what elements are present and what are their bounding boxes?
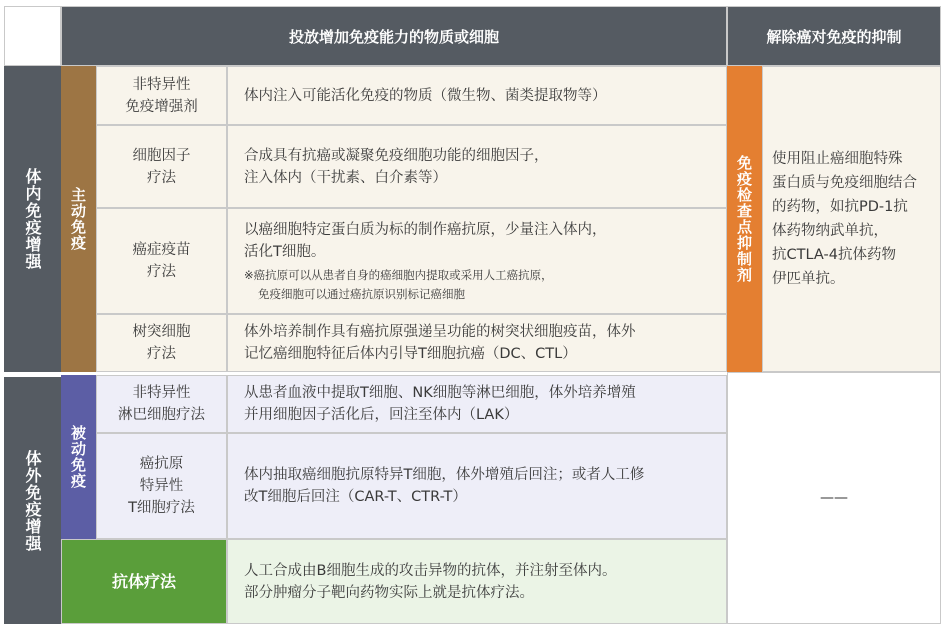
row-name-cancer-vaccine: 癌症疫苗 疗法 [96,208,227,314]
lower-right-empty-cell [727,372,941,624]
row-desc-cancer-vaccine: 以癌细胞特定蛋白质为标的制作癌抗原，少量注入体内， 活化T细胞。 ※癌抗原可以从患者自身的癌细胞内提取或采用人工癌抗原， 免疫细胞可以通过癌抗原识别标记癌细胞 [227,208,727,314]
group-checkpoint-inhibitor: 免疫检查点抑制剂 [727,66,762,372]
group-in-vivo: 体内免疫增强 [4,66,61,372]
row-name-antibody-therapy: 抗体疗法 [61,539,227,624]
header-remove-suppression: 解除癌对免疫的抑制 [727,6,941,66]
checkpoint-desc: 使用阻止癌细胞特殊 蛋白质与免疫细胞结合 的药物，如抗PD-1抗 体药物纳武单抗， 抗CTLA-4抗体药物 伊匹单抗。 [762,66,941,372]
row-name-nonspecific-enhancer: 非特异性 免疫增强剂 [96,66,227,125]
row-desc-nonspecific-enhancer: 体内注入可能活化免疫的物质（微生物、菌类提取物等） [227,66,727,125]
header-main: 投放增加免疫能力的物质或细胞 [61,6,727,66]
corner-blank [4,6,61,66]
row-name-antigen-specific-tcell: 癌抗原 特异性 T细胞疗法 [96,433,227,539]
row-desc-cytokine-therapy: 合成具有抗癌或凝聚免疫细胞功能的细胞因子， 注入体内（干扰素、白介素等） [227,125,727,208]
row-desc-dendritic-cell: 体外培养制作具有癌抗原强递呈功能的树突状细胞疫苗，体外 记忆癌细胞特征后体内引导T细胞抗癌（DC、CTL） [227,314,727,372]
row-desc-antibody-therapy: 人工合成由B细胞生成的攻击异物的抗体，并注射至体内。 部分肿瘤分子靶向药物实际上就是抗体疗法。 [227,539,727,624]
group-active: 主动免疫 [61,66,96,372]
group-ex-vivo: 体外免疫增强 [4,375,61,624]
row-name-dendritic-cell: 树突细胞 疗法 [96,314,227,372]
vaccine-note: ※癌抗原可以从患者自身的癌细胞内提取或采用人工癌抗原， 免疫细胞可以通过癌抗原识别标记癌细胞 [244,267,553,301]
row-name-cytokine-therapy: 细胞因子 疗法 [96,125,227,208]
dash-placeholder: —— [820,490,848,506]
row-desc-antigen-specific-tcell: 体内抽取癌细胞抗原特异T细胞，体外增殖后回注；或者人工修 改T细胞后回注（CAR-T、CTR-T） [227,433,727,539]
row-name-nonspecific-lymphocyte: 非特异性 淋巴细胞疗法 [96,375,227,433]
group-passive: 被动免疫 [61,375,96,539]
row-desc-nonspecific-lymphocyte: 从患者血液中提取T细胞、NK细胞等淋巴细胞，体外培养增殖 并用细胞因子活化后，回注至体内（LAK） [227,375,727,433]
